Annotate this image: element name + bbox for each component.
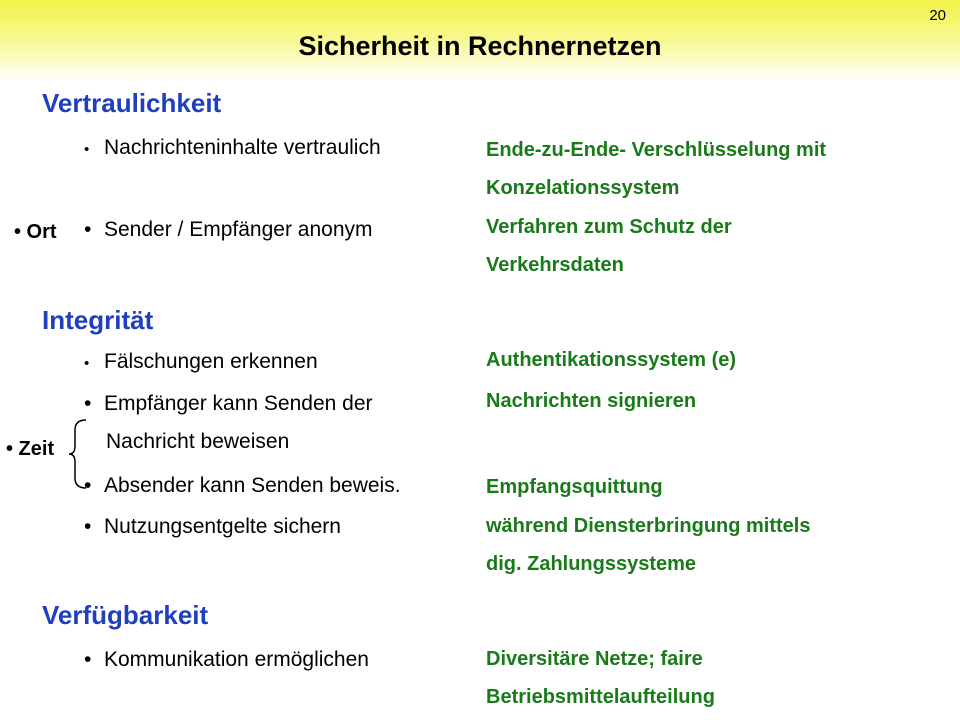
item-nachrichteninhalte: Nachrichteninhalte vertraulich	[104, 136, 381, 159]
answer-faelschungen: Authentikationssystem (e)	[486, 349, 737, 371]
bullet-icon: •	[84, 355, 90, 372]
section-heading-integritaet: Integrität	[42, 305, 154, 335]
side-label-zeit: • Zeit	[6, 438, 55, 460]
answer-kommunikation: Diversitäre Netze; faire Betriebsmittelaufteilung	[486, 648, 715, 708]
item-faelschungen: Fälschungen erkennen	[104, 350, 318, 373]
answer-nachrichteninhalte: Ende-zu-Ende- Verschlüsselung mit Konzelationssystem	[486, 139, 827, 199]
item-sender-empfaenger: Sender / Empfänger anonym	[104, 218, 373, 241]
page-number: 20	[929, 7, 946, 24]
section-heading-verfuegbarkeit: Verfügbarkeit	[42, 600, 209, 630]
answer-absender-beweis: Empfangsquittung	[486, 476, 663, 498]
item-empfaenger-beweis-line2: Nachricht beweisen	[106, 430, 290, 453]
bullet-icon: •	[84, 515, 92, 538]
bullet-icon: •	[84, 141, 90, 158]
item-kommunikation: Kommunikation ermöglichen	[104, 648, 369, 671]
answer-nutzungsentgelte: während Diensterbringung mittels dig. Zahlungssysteme	[486, 515, 811, 575]
bullet-icon: •	[84, 648, 92, 671]
bullet-icon: •	[84, 474, 92, 497]
answer-empfaenger-beweis: Nachrichten signieren	[486, 390, 697, 412]
bullet-icon: •	[84, 392, 92, 415]
slide-title: Sicherheit in Rechnernetzen	[298, 31, 662, 61]
bullet-icon: •	[84, 218, 92, 241]
item-empfaenger-beweis: Empfänger kann Senden der	[104, 392, 373, 415]
answer-sender-empfaenger: Verfahren zum Schutz der Verkehrsdaten	[486, 216, 732, 276]
item-absender-beweis: Absender kann Senden beweis.	[104, 474, 401, 497]
side-label-ort: • Ort	[14, 221, 57, 243]
section-heading-vertraulichkeit: Vertraulichkeit	[42, 88, 222, 118]
item-nutzungsentgelte: Nutzungsentgelte sichern	[104, 515, 341, 538]
